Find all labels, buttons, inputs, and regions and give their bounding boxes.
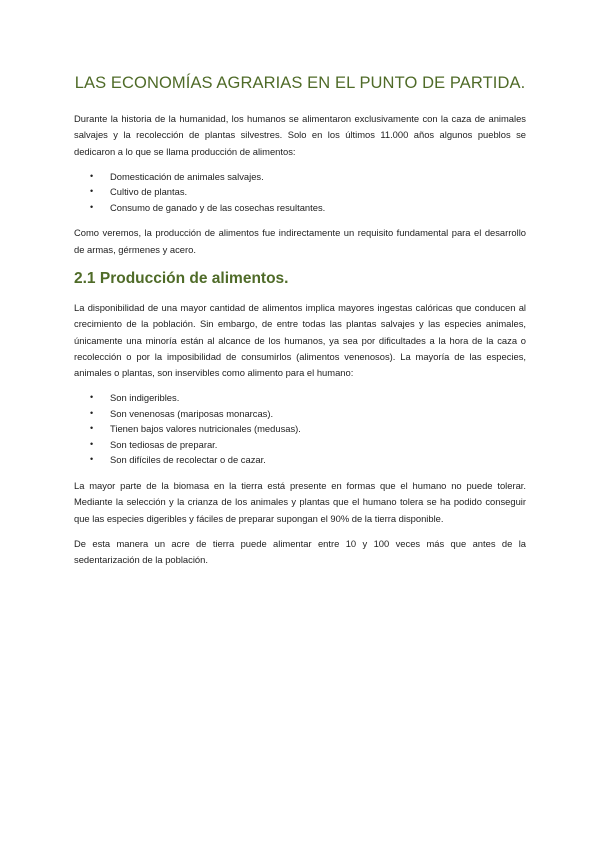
inservible-list — [74, 390, 526, 468]
list-item — [74, 421, 526, 437]
list-item — [74, 406, 526, 422]
paragraph-availability: La disponibilidad de una mayor cantidad de alimentos implica mayores ingestas calóricas que conducen al crecimiento de la población. Sin embargo, de entre todas las plantas salvajes y las especies animales, únicamente una minoría están al alcance de los humanos, ya sea por dificultades a la hora de la caza o recolección o por la imposibilidad de consumirlos (alimentos venenosos). La mayoría de las especies, animales o plantas, son inservibles como alimento para el humano: — [74, 301, 526, 379]
list-item — [74, 169, 526, 185]
bullet-icon: • — [90, 454, 94, 465]
bullet-icon: • — [90, 423, 94, 434]
section-title: 2.1 Producción de alimentos. — [74, 269, 289, 287]
list-item-text: Domesticación de animales salvajes. — [110, 170, 264, 182]
list-item-text: Tienen bajos valores nutricionales (medusas). — [110, 423, 301, 435]
list-item-text: Son indigeribles. — [110, 392, 180, 404]
list-item-text: Cultivo de plantas. — [110, 186, 188, 198]
list-item — [74, 184, 526, 200]
bullet-icon: • — [90, 407, 94, 418]
list-item — [74, 452, 526, 468]
intro-paragraph: Durante la historia de la humanidad, los humanos se alimentaron exclusivamente con la caza de animales salvajes y la recolección de plantas silvestres. Solo en los últimos 11.000 años algunos pueblos se dedicaron a lo que se llama producción de alimentos: — [74, 113, 526, 157]
list-item — [74, 390, 526, 406]
bullet-icon: • — [90, 201, 94, 212]
list-item — [74, 437, 526, 453]
list-item-text: Son tediosas de preparar. — [110, 438, 218, 450]
list-item-text: Son venenosas (mariposas monarcas). — [110, 407, 274, 419]
production-list — [74, 169, 526, 216]
paragraph-biomass: La mayor parte de la biomasa en la tierra está presente en formas que el humano no puede tolerar. Mediante la selección y la crianza de los animales y plantas que el humano tolera se ha podido conseguir que las especies digeribles y fáciles de preparar supongan el 90% de la tierra disponible. — [74, 479, 526, 524]
bullet-icon: • — [90, 438, 94, 449]
bullet-icon: • — [90, 170, 94, 181]
bullet-icon: • — [90, 392, 94, 403]
document-content — [74, 74, 526, 577]
document-title: LAS ECONOMÍAS AGRARIAS EN EL PUNTO DE PARTIDA. — [74, 74, 526, 92]
paragraph-requisite: Como veremos, la producción de alimentos fue indirectamente un requisito fundamental para el desarrollo de armas, gérmenes y acero. — [74, 227, 526, 255]
paragraph-acre: De esta manera un acre de tierra puede alimentar entre 10 y 100 veces más que antes de la sedentarización de la población. — [74, 537, 526, 566]
list-item — [74, 200, 526, 216]
list-item-text: Consumo de ganado y de las cosechas resultantes. — [110, 201, 326, 213]
list-item-text: Son difíciles de recolectar o de cazar. — [110, 454, 266, 466]
bullet-icon: • — [90, 186, 94, 197]
